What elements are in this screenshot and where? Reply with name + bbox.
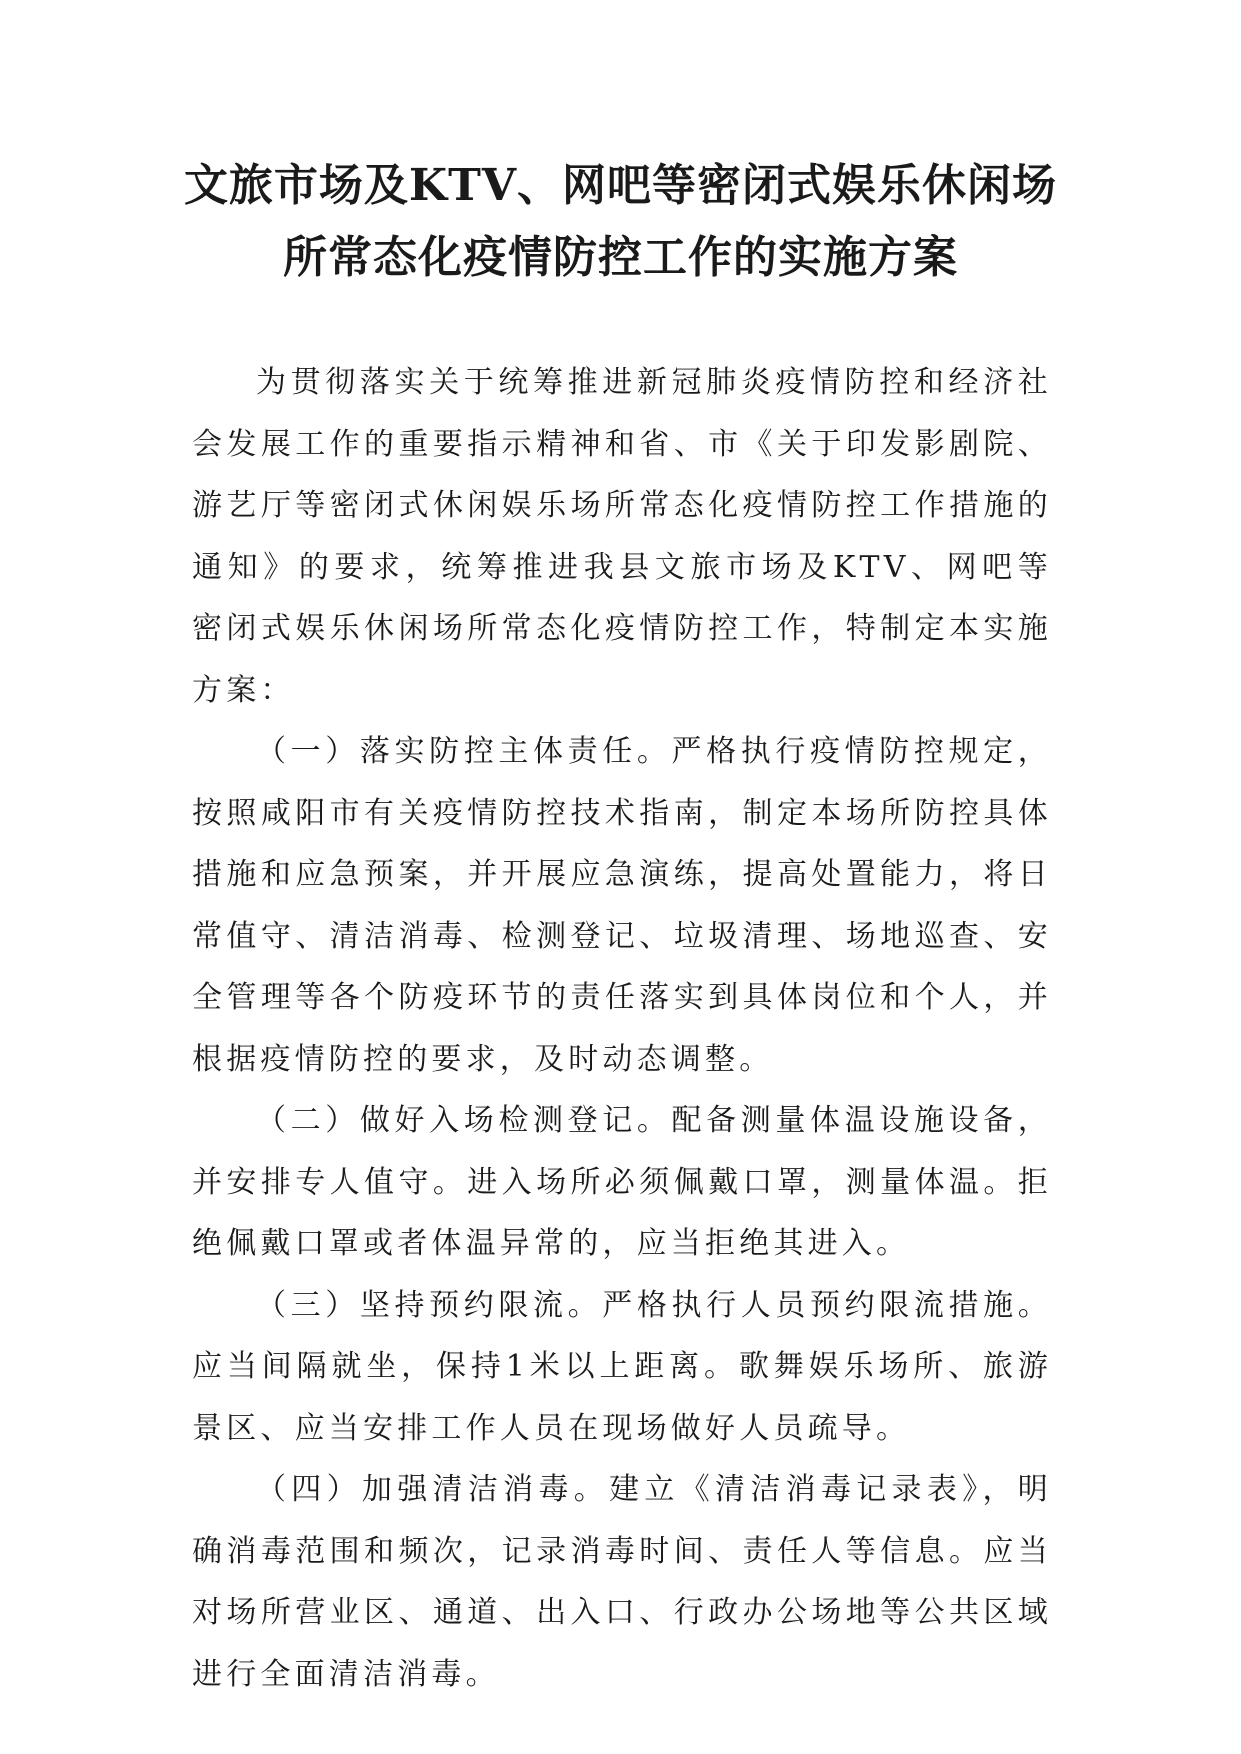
title-line-1: 文旅市场及KTV、网吧等密闭式娱乐休闲场 (183, 160, 1058, 211)
paragraph-section-2: （二）做好入场检测登记。配备测量体温设施设备，并安排专人值守。进入场所必须佩戴口罩，测量体温。拒绝佩戴口罩或者体温异常的，应当拒绝其进入。 (192, 1103, 1052, 1261)
paragraph-section-3: （三）坚持预约限流。严格执行人员预约限流措施。应当间隔就坐，保持1米以上距离。歌舞娱乐场所、旅游景区、应当安排工作人员在现场做好人员疏导。 (192, 1287, 1052, 1446)
title-line-2: 所常态化疫情防控工作的实施方案 (283, 232, 958, 283)
document-title (180, 150, 1061, 294)
paragraph-section-1: （一）落实防控主体责任。严格执行疫情防控规定，按照咸阳市有关疫情防控技术指南，制定本场所防控具体措施和应急预案，并开展应急演练，提高处置能力，将日常值守、清洁消毒、检测登记、垃圾清理、场地巡查、安全管理等各个防疫环节的责任落实到具体岗位和个人，并根据疫情防控的要求，及时动态调整。 (192, 734, 1052, 1077)
paragraph-section-4: （四）加强清洁消毒。建立《清洁消毒记录表》，明确消毒范围和频次，记录消毒时间、责任人等信息。应当对场所营业区、通道、出入口、行政办公场地等公共区域进行全面清洁消毒。 (192, 1472, 1052, 1692)
document-body (192, 352, 1052, 1705)
paragraph-intro: 为贯彻落实关于统筹推进新冠肺炎疫情防控和经济社会发展工作的重要指示精神和省、市《关于印发影剧院、游艺厅等密闭式休闲娱乐场所常态化疫情防控工作措施的通知》的要求，统筹推进我县文旅市场及KTV、网吧等密闭式娱乐休闲场所常态化疫情防控工作，特制定本实施方案： (192, 365, 1052, 708)
